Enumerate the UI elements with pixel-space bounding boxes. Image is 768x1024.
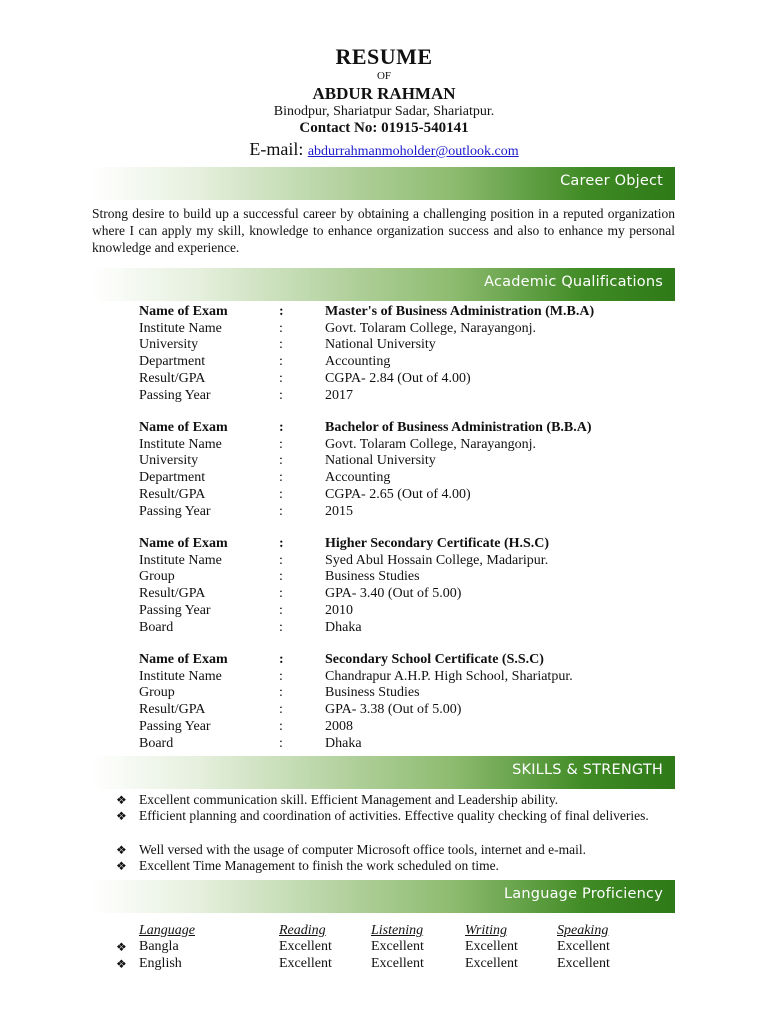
qualification-row bbox=[0, 487, 768, 504]
proficiency-level: Excellent bbox=[465, 939, 518, 954]
qualification-row bbox=[0, 354, 768, 371]
separator-colon: : bbox=[279, 685, 283, 701]
email-line bbox=[0, 139, 768, 160]
qualification-value: Higher Secondary Certificate (H.S.C) bbox=[325, 536, 550, 551]
qualification-row bbox=[0, 553, 768, 570]
exam-name-row bbox=[0, 536, 768, 553]
qualification-value: Accounting bbox=[325, 354, 391, 370]
language-name: Bangla bbox=[139, 939, 179, 954]
section-band-career bbox=[92, 167, 675, 200]
qualification-label: Department bbox=[139, 470, 206, 486]
section-title-academic: Academic Qualifications bbox=[484, 274, 663, 290]
qualification-label: Result/GPA bbox=[139, 370, 206, 386]
qualification-label: Result/GPA bbox=[139, 702, 206, 718]
diamond-bullet-icon: ❖ bbox=[116, 957, 127, 971]
qualification-value: Bachelor of Business Administration (B.B.A) bbox=[325, 420, 592, 435]
qualification-row bbox=[0, 388, 768, 405]
separator-colon: : bbox=[279, 436, 283, 452]
separator-colon: : bbox=[279, 602, 283, 618]
qualification-value: Chandrapur A.H.P. High School, Shariatpur. bbox=[325, 668, 573, 684]
qualification-label: Name of Exam bbox=[139, 420, 228, 435]
separator-colon: : bbox=[279, 304, 284, 319]
qualification-row bbox=[0, 586, 768, 603]
skill-text: Well versed with the usage of computer Microsoft office tools, internet and e-mail. bbox=[139, 842, 587, 857]
qualification-value: 2010 bbox=[325, 602, 353, 618]
qualification-value: Dhaka bbox=[325, 735, 362, 751]
proficiency-level: Excellent bbox=[371, 956, 424, 971]
qualification-label: Result/GPA bbox=[139, 486, 206, 502]
section-title-language: Language Proficiency bbox=[504, 886, 663, 902]
language-column-header: Listening bbox=[371, 923, 424, 938]
qualification-label: Board bbox=[139, 619, 174, 635]
language-column-header: Writing bbox=[465, 923, 508, 938]
qualification-value: GPA- 3.40 (Out of 5.00) bbox=[325, 586, 462, 602]
qualification-row bbox=[0, 569, 768, 586]
qualification-label: Name of Exam bbox=[139, 304, 228, 319]
qualification-label: Group bbox=[139, 685, 175, 701]
qualification-value: National University bbox=[325, 337, 436, 353]
separator-colon: : bbox=[279, 668, 283, 684]
qualification-row bbox=[0, 685, 768, 702]
qualification-label: Result/GPA bbox=[139, 586, 206, 602]
qualification-label: Passing Year bbox=[139, 503, 211, 519]
qualification-value: Business Studies bbox=[325, 685, 420, 701]
contact-number: Contact No: 01915-540141 bbox=[299, 120, 469, 136]
qualification-label: Passing Year bbox=[139, 387, 211, 403]
section-band-language bbox=[92, 880, 675, 913]
skill-text: Excellent Time Management to finish the work scheduled on time. bbox=[139, 858, 499, 873]
separator-colon: : bbox=[279, 387, 283, 403]
qualification-row bbox=[0, 337, 768, 354]
proficiency-level: Excellent bbox=[371, 939, 424, 954]
qualification-value: Govt. Tolaram College, Narayangonj. bbox=[325, 436, 537, 452]
language-column-header: Speaking bbox=[557, 923, 609, 938]
diamond-bullet-icon: ❖ bbox=[116, 940, 127, 954]
diamond-bullet-icon: ❖ bbox=[116, 809, 127, 823]
qualification-row bbox=[0, 371, 768, 388]
qualification-row bbox=[0, 470, 768, 487]
qualification-value: Accounting bbox=[325, 470, 391, 486]
separator-colon: : bbox=[279, 486, 283, 502]
qualification-value: 2017 bbox=[325, 387, 353, 403]
separator-colon: : bbox=[279, 552, 283, 568]
separator-colon: : bbox=[279, 420, 284, 435]
separator-colon: : bbox=[279, 569, 283, 585]
separator-colon: : bbox=[279, 320, 283, 336]
career-objective-text: Strong desire to build up a successful career by obtaining a challenging position in a reputed organization where I can apply my skill, knowledge to enhance organization success and also to enhance my personal knowledge and experience. bbox=[92, 206, 675, 255]
email-link[interactable]: abdurrahmanmoholder@outlook.com bbox=[307, 144, 519, 159]
proficiency-level: Excellent bbox=[279, 956, 332, 971]
qualification-row bbox=[0, 321, 768, 338]
qualification-label: Board bbox=[139, 735, 174, 751]
qualification-label: Name of Exam bbox=[139, 652, 228, 667]
exam-name-row bbox=[0, 304, 768, 321]
qualification-value: National University bbox=[325, 453, 436, 469]
language-row bbox=[0, 939, 768, 956]
separator-colon: : bbox=[279, 619, 283, 635]
email-label: E-mail: bbox=[249, 139, 304, 159]
skill-text: Efficient planning and coordination of activities. Effective quality checking of final deliveries. bbox=[139, 808, 649, 823]
language-row bbox=[0, 956, 768, 973]
qualification-value: Govt. Tolaram College, Narayangonj. bbox=[325, 320, 537, 336]
qualification-label: Passing Year bbox=[139, 718, 211, 734]
qualification-row bbox=[0, 453, 768, 470]
separator-colon: : bbox=[279, 470, 283, 486]
resume-of: OF bbox=[376, 70, 392, 82]
language-table-header bbox=[0, 923, 768, 940]
qualification-row bbox=[0, 702, 768, 719]
qualification-value: 2015 bbox=[325, 503, 353, 519]
diamond-bullet-icon: ❖ bbox=[116, 843, 127, 857]
separator-colon: : bbox=[279, 453, 283, 469]
proficiency-level: Excellent bbox=[557, 956, 610, 971]
qualification-label: Passing Year bbox=[139, 602, 211, 618]
proficiency-level: Excellent bbox=[557, 939, 610, 954]
resume-title: RESUME bbox=[335, 44, 433, 69]
separator-colon: : bbox=[279, 702, 283, 718]
proficiency-level: Excellent bbox=[279, 939, 332, 954]
section-title-skills: SKILLS & STRENGTH bbox=[512, 762, 663, 778]
qualification-row bbox=[0, 504, 768, 521]
separator-colon: : bbox=[279, 503, 283, 519]
separator-colon: : bbox=[279, 735, 283, 751]
qualification-row bbox=[0, 669, 768, 686]
qualification-row bbox=[0, 437, 768, 454]
exam-name-row bbox=[0, 420, 768, 437]
qualification-label: Institute Name bbox=[139, 436, 222, 452]
section-band-academic bbox=[92, 268, 675, 301]
qualification-row bbox=[0, 620, 768, 637]
diamond-bullet-icon: ❖ bbox=[116, 859, 127, 873]
language-column-header: Language bbox=[139, 923, 195, 938]
qualification-value: CGPA- 2.84 (Out of 4.00) bbox=[325, 370, 471, 386]
separator-colon: : bbox=[279, 652, 284, 667]
qualification-value: Secondary School Certificate (S.S.C) bbox=[325, 652, 544, 667]
qualification-label: Institute Name bbox=[139, 668, 222, 684]
language-name: English bbox=[139, 956, 182, 971]
candidate-name: ABDUR RAHMAN bbox=[312, 84, 456, 103]
qualification-label: University bbox=[139, 337, 199, 353]
qualification-value: Business Studies bbox=[325, 569, 420, 585]
qualification-label: Group bbox=[139, 569, 175, 585]
separator-colon: : bbox=[279, 354, 283, 370]
qualification-value: CGPA- 2.65 (Out of 4.00) bbox=[325, 486, 471, 502]
separator-colon: : bbox=[279, 337, 283, 353]
section-title-career: Career Object bbox=[560, 173, 663, 189]
qualification-label: Institute Name bbox=[139, 552, 222, 568]
skill-text: Excellent communication skill. Efficient Management and Leadership ability. bbox=[139, 792, 559, 807]
qualification-value: GPA- 3.38 (Out of 5.00) bbox=[325, 702, 462, 718]
qualification-value: Dhaka bbox=[325, 619, 362, 635]
qualification-label: Name of Exam bbox=[139, 536, 228, 551]
qualification-label: Department bbox=[139, 354, 206, 370]
qualification-label: University bbox=[139, 453, 199, 469]
qualification-row bbox=[0, 603, 768, 620]
diamond-bullet-icon: ❖ bbox=[116, 793, 127, 807]
qualification-value: Syed Abul Hossain College, Madaripur. bbox=[325, 552, 549, 568]
language-column-header: Reading bbox=[279, 923, 326, 938]
candidate-address: Binodpur, Shariatpur Sadar, Shariatpur. bbox=[273, 104, 495, 119]
separator-colon: : bbox=[279, 536, 284, 551]
qualification-value: Master's of Business Administration (M.B.A) bbox=[325, 304, 595, 319]
exam-name-row bbox=[0, 652, 768, 669]
qualification-row bbox=[0, 736, 768, 753]
qualification-row bbox=[0, 719, 768, 736]
separator-colon: : bbox=[279, 718, 283, 734]
proficiency-level: Excellent bbox=[465, 956, 518, 971]
separator-colon: : bbox=[279, 370, 283, 386]
separator-colon: : bbox=[279, 586, 283, 602]
section-band-skills bbox=[92, 756, 675, 789]
qualification-label: Institute Name bbox=[139, 320, 222, 336]
qualification-value: 2008 bbox=[325, 718, 353, 734]
